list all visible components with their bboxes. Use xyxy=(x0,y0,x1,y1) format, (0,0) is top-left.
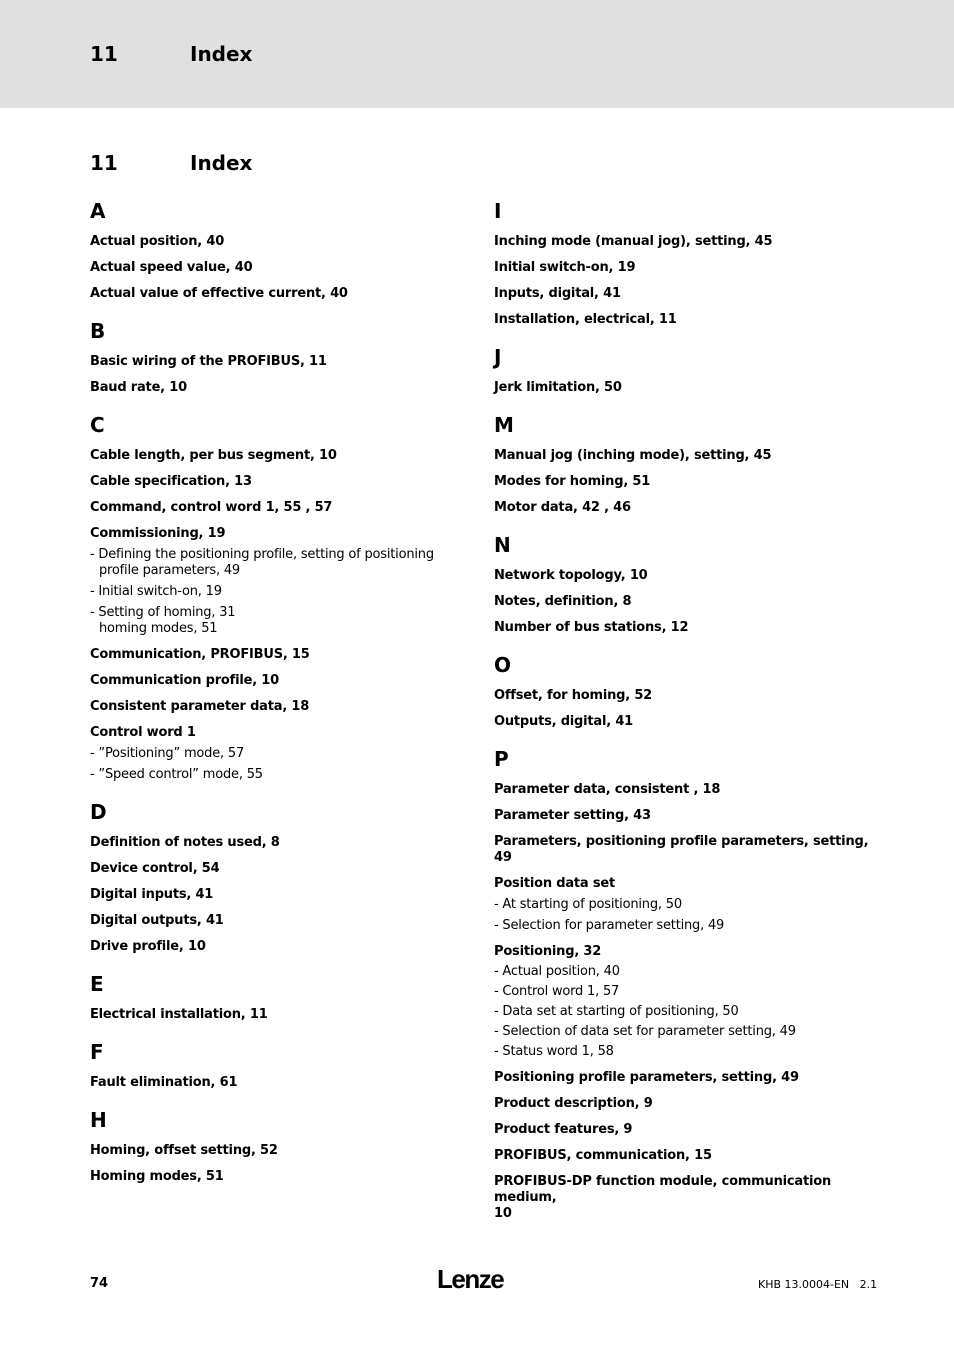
index-entry[interactable] xyxy=(90,861,460,877)
index-entry-label: Positioning, 32 xyxy=(494,944,602,959)
index-subentry-label: - At starting of positioning, 50 xyxy=(494,897,682,912)
index-entry-label: Fault elimination, 61 xyxy=(90,1075,238,1090)
index-entry-label: Homing modes, 51 xyxy=(90,1169,224,1184)
page-number: 74 xyxy=(90,1276,109,1291)
index-group-n xyxy=(494,532,874,636)
index-subentry[interactable] xyxy=(494,918,874,934)
index-subentry-label: - Actual position, 40 xyxy=(494,964,620,979)
index-letter: D xyxy=(90,800,107,824)
header-chapter-number: 11 xyxy=(90,42,118,66)
index-entry-label: PROFIBUS, communication, 15 xyxy=(494,1148,712,1163)
index-entry[interactable] xyxy=(90,286,460,302)
index-entry-label: Positioning profile parameters, setting, 49 xyxy=(494,1070,799,1085)
index-group-c xyxy=(90,412,460,783)
index-entry[interactable] xyxy=(494,1122,874,1138)
index-entry-label: Actual value of effective current, 40 xyxy=(90,286,348,301)
index-entry[interactable] xyxy=(90,887,460,903)
index-entry-label: Initial switch-on, 19 xyxy=(494,260,636,275)
index-entry[interactable] xyxy=(90,1075,460,1091)
index-entry[interactable] xyxy=(90,500,460,516)
index-letter: F xyxy=(90,1040,104,1064)
index-entry[interactable] xyxy=(90,526,460,637)
svg-text:Lenze: Lenze xyxy=(437,1264,504,1294)
index-group-o xyxy=(494,652,874,730)
index-subentry-label: - Status word 1, 58 xyxy=(494,1044,614,1059)
index-subentry[interactable] xyxy=(90,746,460,762)
header-band xyxy=(0,0,954,108)
index-entry[interactable] xyxy=(494,474,874,490)
index-entry-label: Jerk limitation, 50 xyxy=(494,380,622,395)
index-entry-label: Commissioning, 19 xyxy=(90,526,226,541)
index-entry[interactable] xyxy=(90,725,460,783)
index-entry-label: Product features, 9 xyxy=(494,1122,633,1137)
index-subentry-label: - Initial switch-on, 19 xyxy=(90,584,222,599)
index-entry-label: Product description, 9 xyxy=(494,1096,653,1111)
index-group-b xyxy=(90,318,460,396)
index-subentry-label: - Setting of homing, 31 xyxy=(90,605,236,620)
index-entry-label: Consistent parameter data, 18 xyxy=(90,699,310,714)
index-entry[interactable] xyxy=(494,1096,874,1112)
index-subentry[interactable] xyxy=(90,605,460,637)
index-entry[interactable] xyxy=(90,448,460,464)
index-entry-label: Offset, for homing, 52 xyxy=(494,688,653,703)
index-entry-label: Basic wiring of the PROFIBUS, 11 xyxy=(90,354,327,369)
index-entry-label: Network topology, 10 xyxy=(494,568,648,583)
index-subentry[interactable] xyxy=(494,897,874,913)
index-entry[interactable] xyxy=(90,939,460,955)
index-letter: C xyxy=(90,413,105,437)
index-entry[interactable] xyxy=(494,568,874,584)
index-entry-label: Parameters, positioning profile parameters, setting, 49 xyxy=(494,834,869,865)
index-subentry-label: - Selection for parameter setting, 49 xyxy=(494,918,725,933)
index-entry-label: Installation, electrical, 11 xyxy=(494,312,677,327)
index-subentry[interactable] xyxy=(494,1044,874,1060)
index-entry-label: Inching mode (manual jog), setting, 45 xyxy=(494,234,773,249)
index-entry[interactable] xyxy=(90,354,460,370)
index-entry-label: PROFIBUS-DP function module, communication medium, xyxy=(494,1174,832,1205)
index-entry-label: Digital outputs, 41 xyxy=(90,913,224,928)
index-group-j xyxy=(494,344,874,396)
index-entry-label: Outputs, digital, 41 xyxy=(494,714,634,729)
index-entry[interactable] xyxy=(494,1070,874,1086)
index-entry[interactable] xyxy=(90,380,460,396)
section-title: Index xyxy=(190,151,253,175)
index-letter: J xyxy=(494,345,502,369)
index-subentry[interactable] xyxy=(494,984,874,1000)
section-number: 11 xyxy=(90,151,118,175)
index-group-a xyxy=(90,198,460,302)
index-letter: M xyxy=(494,413,514,437)
index-entry[interactable] xyxy=(494,448,874,464)
index-letter: A xyxy=(90,199,106,223)
index-group-m xyxy=(494,412,874,516)
index-entry[interactable] xyxy=(90,1143,460,1159)
index-entry-label: Digital inputs, 41 xyxy=(90,887,214,902)
index-entry[interactable] xyxy=(494,260,874,276)
index-subentry[interactable] xyxy=(494,1024,874,1040)
index-entry[interactable] xyxy=(90,260,460,276)
index-entry[interactable] xyxy=(494,380,874,396)
index-entry-continuation: 10 xyxy=(494,1206,512,1221)
index-entry-label: Electrical installation, 11 xyxy=(90,1007,268,1022)
index-entry[interactable] xyxy=(90,673,460,689)
index-entry[interactable] xyxy=(494,944,874,1060)
index-entry-label: Parameter data, consistent , 18 xyxy=(494,782,721,797)
index-entry-label: Number of bus stations, 12 xyxy=(494,620,689,635)
index-entry-label: Parameter setting, 43 xyxy=(494,808,651,823)
index-entry-label: Baud rate, 10 xyxy=(90,380,187,395)
index-group-f xyxy=(90,1039,460,1091)
index-subentry-continuation: profile parameters, 49 xyxy=(99,563,241,578)
index-entry[interactable] xyxy=(494,234,874,250)
index-subentry-label: - ”Speed control” mode, 55 xyxy=(90,767,263,782)
index-entry[interactable] xyxy=(494,782,874,798)
index-letter: O xyxy=(494,653,512,677)
index-subentry-label: - ”Positioning” mode, 57 xyxy=(90,746,245,761)
index-letter: I xyxy=(494,199,502,223)
index-group-i xyxy=(494,198,874,328)
index-entry[interactable] xyxy=(494,876,874,934)
index-entry[interactable] xyxy=(90,1007,460,1023)
index-entry[interactable] xyxy=(494,312,874,328)
index-entry-label: Command, control word 1, 55 , 57 xyxy=(90,500,333,515)
index-entry[interactable] xyxy=(90,234,460,250)
index-subentry[interactable] xyxy=(90,547,460,579)
index-letter: B xyxy=(90,319,106,343)
index-subentry[interactable] xyxy=(494,964,874,980)
index-column-left xyxy=(90,198,460,1201)
index-subentry[interactable] xyxy=(90,584,460,600)
index-subentry[interactable] xyxy=(494,1004,874,1020)
index-entry[interactable] xyxy=(90,1169,460,1185)
index-entry[interactable] xyxy=(494,500,874,516)
index-entry[interactable] xyxy=(90,913,460,929)
index-subentry-continuation: homing modes, 51 xyxy=(99,621,218,636)
index-entry-label: Communication, PROFIBUS, 15 xyxy=(90,647,310,662)
index-entry[interactable] xyxy=(494,1148,874,1164)
index-entry-label: Position data set xyxy=(494,876,615,891)
index-entry-label: Notes, definition, 8 xyxy=(494,594,632,609)
index-entry-label: Drive profile, 10 xyxy=(90,939,206,954)
index-group-p xyxy=(494,746,874,1222)
index-entry-label: Definition of notes used, 8 xyxy=(90,835,280,850)
index-entry[interactable] xyxy=(494,620,874,636)
index-entry-label: Communication profile, 10 xyxy=(90,673,279,688)
index-subentry-label: - Defining the positioning profile, setting of positioning xyxy=(90,547,434,562)
index-subentry-label: - Control word 1, 57 xyxy=(494,984,620,999)
index-group-d xyxy=(90,799,460,955)
index-entry[interactable] xyxy=(90,699,460,715)
index-column-right xyxy=(494,198,874,1238)
index-entry[interactable] xyxy=(494,834,874,866)
index-letter: E xyxy=(90,972,104,996)
index-letter: H xyxy=(90,1108,107,1132)
index-subentry-label: - Selection of data set for parameter setting, 49 xyxy=(494,1024,796,1039)
index-entry[interactable] xyxy=(494,688,874,704)
index-entry-label: Inputs, digital, 41 xyxy=(494,286,621,301)
index-entry-label: Actual position, 40 xyxy=(90,234,225,249)
index-entry-label: Manual jog (inching mode), setting, 45 xyxy=(494,448,772,463)
header-chapter-title: Index xyxy=(190,42,253,66)
index-group-e xyxy=(90,971,460,1023)
index-entry[interactable] xyxy=(494,594,874,610)
lenze-logo xyxy=(436,1264,516,1294)
index-entry-label: Motor data, 42 , 46 xyxy=(494,500,631,515)
index-letter: N xyxy=(494,533,511,557)
index-entry-label: Control word 1 xyxy=(90,725,196,740)
index-group-h xyxy=(90,1107,460,1185)
index-entry[interactable] xyxy=(494,1174,874,1222)
index-entry[interactable] xyxy=(90,835,460,851)
index-entry[interactable] xyxy=(90,474,460,490)
index-subentry-label: - Data set at starting of positioning, 50 xyxy=(494,1004,739,1019)
index-subentry[interactable] xyxy=(90,767,460,783)
index-letter: P xyxy=(494,747,509,771)
index-entry-label: Cable specification, 13 xyxy=(90,474,252,489)
index-entry-label: Actual speed value, 40 xyxy=(90,260,253,275)
index-entry[interactable] xyxy=(494,714,874,730)
document-id: KHB 13.0004-EN 2.1 xyxy=(758,1278,878,1291)
index-entry[interactable] xyxy=(494,808,874,824)
index-entry[interactable] xyxy=(90,647,460,663)
index-entry-label: Modes for homing, 51 xyxy=(494,474,651,489)
index-entry-label: Homing, offset setting, 52 xyxy=(90,1143,278,1158)
index-entry-label: Cable length, per bus segment, 10 xyxy=(90,448,337,463)
index-entry-label: Device control, 54 xyxy=(90,861,220,876)
index-entry[interactable] xyxy=(494,286,874,302)
